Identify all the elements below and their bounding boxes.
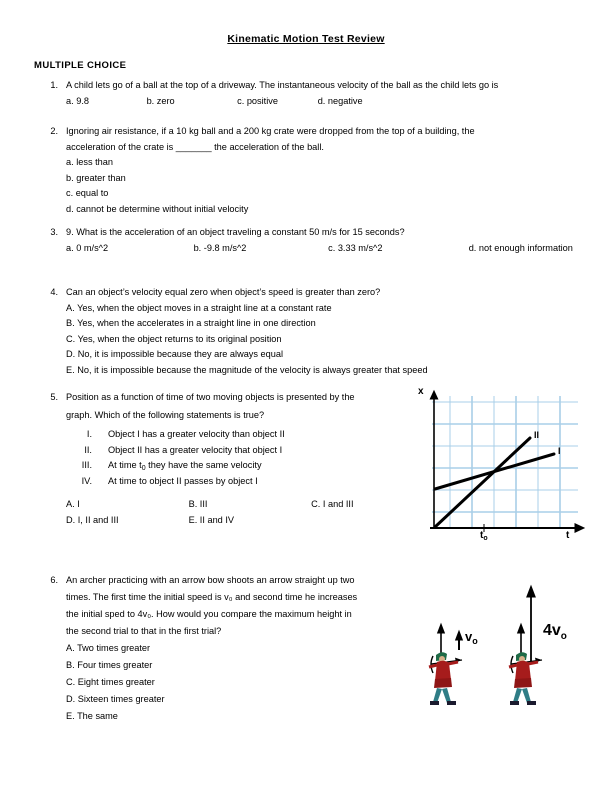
roman-item-iii-text-pre: At time t (108, 460, 142, 470)
question-5-answers-row-2 (66, 513, 406, 529)
skirt-left (434, 678, 452, 688)
question-6-stem-line-4: the second trial to that in the first trial? (66, 626, 222, 636)
leg-left-2 (442, 688, 451, 703)
arm-left-front (448, 662, 458, 664)
roman-item-i-label: I. (86, 429, 92, 439)
boot-right-1 (510, 701, 519, 705)
question-3 (50, 225, 596, 256)
question-1-number: 1. (50, 80, 58, 90)
question-5-option-b[interactable]: B. III (188, 499, 208, 509)
label-4v0-right-text: 4v (543, 622, 561, 639)
question-4-option-a[interactable]: A. Yes, when the object moves in a straight line at a constant rate (66, 302, 332, 313)
question-5-option-a[interactable]: A. I (66, 499, 80, 509)
question-3-number: 3. (50, 227, 58, 237)
question-5-number: 5. (50, 392, 58, 402)
graph-t0-label (480, 530, 488, 541)
page-title (0, 33, 612, 45)
label-4v0-right-subscript: o (560, 631, 567, 642)
question-6 (50, 572, 406, 725)
question-4-number: 4. (50, 287, 58, 297)
question-3-stem: 9. What is the acceleration of an object traveling a constant 50 m/s for 15 seconds? (66, 227, 405, 237)
position-time-graph (418, 388, 594, 550)
question-5-option-d[interactable]: D. I, II and III (66, 514, 119, 525)
archer-figures-svg (410, 572, 610, 712)
question-2-stem-line-2: acceleration of the crate is _______ the acceleration of the ball. (66, 141, 324, 152)
arrow-4v0-right (527, 586, 535, 662)
question-5-option-e[interactable]: E. II and IV (188, 514, 235, 525)
question-2-option-c[interactable]: c. equal to (66, 188, 109, 198)
question-6-stem-line-1: An archer practicing with an arrow bow shoots an arrow straight up two (66, 575, 355, 585)
label-v0-left (465, 629, 478, 644)
leg-right-2 (522, 688, 531, 703)
arm-right-back (509, 665, 517, 667)
roman-item-iii-subscript: 0 (141, 465, 146, 472)
roman-item-ii-text: Object II has a greater velocity that object I (108, 444, 283, 455)
question-2-option-d[interactable]: d. cannot be determine without initial velocity (66, 203, 249, 214)
graph-x-axis-label: t (566, 530, 570, 541)
question-1-options (66, 94, 586, 110)
question-6-option-b[interactable]: B. Four times greater (66, 660, 153, 670)
question-2 (50, 124, 586, 217)
arm-left-back (429, 665, 437, 667)
skirt-right (514, 678, 532, 688)
label-4v0-right (543, 622, 567, 640)
archer-right (509, 586, 542, 705)
graph-t0-subscript: o (483, 535, 488, 542)
graph-y-axis-arrow (430, 391, 437, 399)
roman-item-iii-label: III. (81, 460, 92, 470)
roman-item-i-text: Object I has a greater velocity than object II (108, 429, 285, 439)
boot-left-1 (430, 701, 439, 705)
question-5-answers-row-1 (66, 497, 406, 513)
label-v0-left-subscript: o (472, 636, 478, 646)
label-v0-left-arrow (456, 631, 463, 650)
question-6-number: 6. (50, 575, 58, 585)
question-5-stem-line-1: Position as a function of time of two moving objects is presented by the (66, 392, 355, 402)
question-6-option-d[interactable]: D. Sixteen times greater (66, 694, 165, 704)
question-5-stem-line-2: graph. Which of the following statements is true? (66, 410, 265, 420)
question-6-stem-line-2: times. The first time the initial speed is v₀ and second time he increases (66, 592, 358, 602)
graph-series-label-ii: II (534, 430, 540, 440)
question-5 (50, 388, 406, 528)
arm-right-front (528, 662, 538, 664)
leg-left-1 (433, 688, 442, 703)
graph-series-label-i: I (558, 446, 561, 456)
question-3-option-b[interactable]: b. -9.8 m/s^2 (193, 242, 247, 253)
question-4-option-c[interactable]: C. Yes, when the object returns to its original position (66, 333, 282, 344)
roman-item-i (66, 425, 406, 441)
question-3-option-a[interactable]: a. 0 m/s^2 (66, 242, 109, 253)
question-3-option-d[interactable]: d. not enough information (468, 242, 573, 253)
label-v0-left-text: v (465, 629, 473, 644)
question-2-option-a[interactable]: a. less than (66, 157, 113, 167)
question-1-option-b[interactable]: b. zero (146, 95, 175, 106)
question-2-stem-line-1: Ignoring air resistance, if a 10 kg ball and a 200 kg crate were dropped from the top of a building, the (66, 126, 475, 136)
graph-x-axis-arrow (575, 524, 584, 532)
question-5-option-c[interactable]: C. I and III (311, 499, 354, 509)
position-time-graph-svg (418, 388, 594, 550)
boot-left-2 (447, 701, 456, 705)
question-6-option-a[interactable]: A. Two times greater (66, 643, 151, 653)
question-6-option-c[interactable]: C. Eight times greater (66, 677, 155, 687)
roman-item-iv-text: At time to object II passes by object I (108, 475, 258, 486)
section-heading: MULTIPLE CHOICE (34, 60, 127, 71)
roman-item-iii (66, 456, 406, 472)
graph-y-axis-label: x (418, 386, 424, 397)
question-2-option-b[interactable]: b. greater than (66, 172, 126, 183)
roman-item-iv (66, 472, 406, 488)
question-4-option-e[interactable]: E. No, it is impossible because the magnitude of the velocity is always greater that speed (66, 364, 428, 375)
question-1 (50, 78, 586, 109)
question-1-stem: A child lets go of a ball at the top of a driveway. The instantaneous velocity of the ball as the child lets go is (66, 80, 499, 90)
question-5-roman-list (66, 425, 406, 489)
roman-item-ii (66, 441, 406, 457)
roman-item-iv-label: IV. (81, 475, 92, 486)
question-4-option-d[interactable]: D. No, it is impossible because they are always equal (66, 349, 284, 359)
archer-figures (410, 572, 610, 712)
boot-right-2 (527, 701, 536, 705)
question-4-option-b[interactable]: B. Yes, when the accelerates in a straight line in one direction (66, 318, 316, 328)
question-1-option-a[interactable]: a. 9.8 (66, 95, 89, 106)
question-4-stem: Can an object’s velocity equal zero when object’s speed is greater than zero? (66, 287, 381, 297)
question-4 (50, 285, 596, 378)
question-1-option-d[interactable]: d. negative (317, 95, 363, 106)
roman-item-ii-label: II. (84, 444, 92, 455)
question-3-option-c[interactable]: c. 3.33 m/s^2 (328, 242, 383, 253)
roman-item-iii-text-post: they have the same velocity (145, 460, 262, 470)
page-title-text: Kinematic Motion Test Review (227, 33, 385, 45)
question-2-number: 2. (50, 126, 58, 136)
question-1-option-c[interactable]: c. positive (237, 95, 278, 106)
question-6-stem-line-3: the initial sped to 4v₀. How would you compare the maximum height in (66, 609, 352, 619)
question-6-option-e[interactable]: E. The same (66, 711, 118, 721)
question-3-options (66, 241, 596, 257)
leg-right-1 (513, 688, 522, 703)
graph-t0-label-text: t (480, 530, 484, 541)
